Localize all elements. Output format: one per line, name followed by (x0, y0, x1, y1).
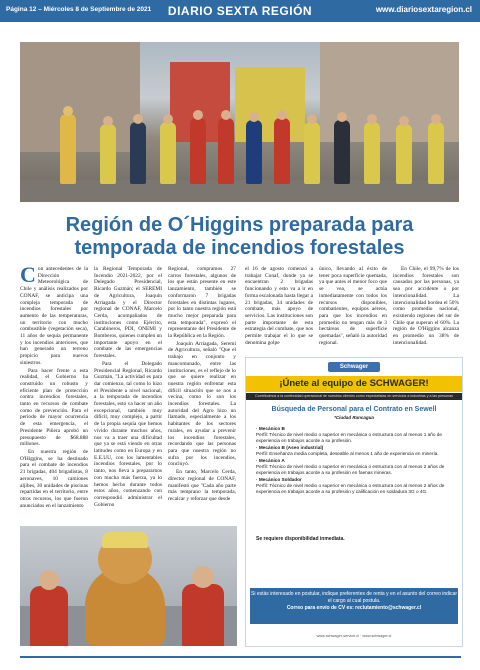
paragraph: la Regional Temporada de Incendio 2021-2022, por el Delegado Presidencial, Ricardo Guzmán; el SEREMI de Agricultura, Joaquín Arriagada y el Director regional de CONAF, Marcelo Cerda, acompañados de instituciones como Ejército, Carabineros, PDI, ONEMI y Bomberos, quienes cumplen un importante apoyo en el combate de las emergencias forestales. (94, 266, 162, 360)
paragraph: el 16 de agosto comenzó a trabajar Conaf, donde ya se encuentran 2 brigadas funcionando y esto va a ir en forma escalonada hasta llegar a 21 brigadas, 34 unidades de combate, más apoyo de servicios. Las instituciones son parte importante de esta estrategia del combate, que nos permite trabajar el lo que se denomina golpe (245, 266, 313, 346)
ad-tagline: Contribuimos a la continuidad operacional de nuestros clientes como especialistas en servicios a industrias y a las personas (246, 393, 462, 400)
role-description: Perfil: Técnico de nivel medio o superior en mecánica o estructura con al menos 2 años de experiencia en trabajos acorde a su profesión y calificación en soldadura 3G o 4G. (256, 483, 445, 494)
ad-footer[interactable]: www.schwager-service.cl · www.schwager.cl (316, 634, 392, 638)
article-column-1 (20, 266, 88, 518)
contact-box (250, 588, 458, 624)
article-column-4 (245, 266, 313, 352)
paragraph: único, llevando al éxito de tener poca superficie quemada, ya que antes el menor foco que se vea, se actúa inmediatamente con todos los recursos disponibles, combatientes, equipos aéreos, para que los incendios en promedio no tengan más de 3 hectáreas de superficie quemadas", señaló la autoridad regional. (319, 266, 387, 346)
page-bottom-rule (20, 656, 461, 658)
paragraph: En nuestra región de O'Higgins, se ha destinado para el combate de incendios 21 brigadas, 404 brigadistas, 8 aeronaves, 10 camiones aljibes, 30 unidades de piscinas repartidas en el territorio, entre otros recursos, los que fueron anunciados en el lanzamiento (20, 448, 88, 509)
job-advertisement (245, 357, 463, 647)
paragraph: Para hacer frente a esta realidad, el Gobierno ha construido un robusto y eficiente plan de protección contra incendios forestales, tanto en recursos de combate como de prevención. Para el período de mayor ocurrencia de esta emergencia, el Presidente Piñera aprobó un presupuesto de $68.888 millones. (20, 367, 88, 448)
paragraph: on antecedentes de la Dirección Meteorológica de Chile y análisis realizados por CONAF, se anticipa una compleja temporada de incendios forestales por aumento de las temperaturas, un territorio con mucho combustible (vegetación seca), 11 años de sequía permanente y los incendios anteriores, que han generado un terreno propicio para nuevos siniestros. (20, 266, 88, 366)
drop-cap: C (20, 266, 36, 287)
role-description: Perfil: Técnico de nivel medio o superior en mecánica o estructura con al menos 2 años de experiencia en trabajos acorde a su profesión en faenas mineras. (256, 464, 445, 475)
company-logo: Schwager (328, 362, 380, 372)
article-headline (20, 214, 459, 260)
paragraph: En tanto, Marcelo Cerda, director regional de CONAF, manifestó que "Cada año parte más temprano la temporada, recalcar y reforzar que desde (168, 469, 236, 502)
ad-location: *Ciudad Rancagua (334, 415, 374, 420)
headline-line-1: Región de O´Higgins preparada para (65, 214, 414, 236)
page-number: Página 12 – Miércoles 8 de Septiembre de 2021 (6, 6, 152, 13)
role-title: · Mecánico A (256, 458, 285, 463)
role-title: · Mecánico B (256, 426, 285, 431)
page-header (0, 0, 480, 22)
newspaper-name: DIARIO SEXTA REGIÓN (167, 4, 313, 18)
paragraph: En Chile, el 99,7% de los incendios forestales son causados por las personas, ya sea por accidente o por intencionalidad. La intencionalidad bordea el 50% como promedio nacional, existiendo regiones del sur de Chile que superan el 60%. La región de O'Higgins alcanza en promedio un 38% de intencionalidad. (393, 266, 459, 346)
headline-line-2: temporada de incendios forestales (74, 237, 405, 259)
site-url[interactable]: www.diariosextaregion.cl (375, 5, 472, 14)
article-column-3 (168, 266, 236, 518)
role-description: Perfil: Técnico de nivel medio o superior en mecánica o estructura con al menos 1 año de experiencia en trabajos acorde a su profesión. (256, 432, 442, 443)
ad-headline: ¡Únete al equipo de SCHWAGER! (246, 376, 462, 392)
role-description: Perfil: Enseñanza media completa, deseable al menos 1 año de experiencia en minería. (256, 451, 439, 456)
article-column-5 (319, 266, 387, 352)
job-requirements (256, 425, 456, 495)
article-column-2 (94, 266, 162, 518)
paragraph: Regional, compramos 27 carros forestales, algunos de los que están presente en este lanzamiento, también se conformaron 7 brigadas forestales en distintas lugares, por lo tanto nuestra región está mucho mejor preparada para esta temporada", expresó el representante del Presidente de la República en la Región. (168, 266, 236, 340)
paragraph: Para el Delegado Presidencial Regional, Ricardo Guzmán, "La actividad es para dar comienzo, tal como lo hizo el Presidente a nivel nacional, a la temporada de incendios forestales, esto va hacer un año excepcional, también muy difícil, muy complejo, a partir de la propia sequía que hemos vivido durante muchos años, nos va a traer una dificultad que ya se está viendo en otras latitudes como en Europa y en E.E.UU, con los lamentables incendios forestales, por lo tanto, nos lleva a prepararnos con mucha más fuerza, ya lo hemos hecho durante todos estos años, comenzando con correspondió administrar el Gobierno (94, 360, 162, 508)
lead-photo (20, 42, 459, 202)
role-title: · Mecánico Soldador (256, 477, 302, 482)
article-column-6 (393, 266, 459, 352)
contact-instructions: Si estás interesado en postular, indique preferentes de renta y en el asunto del correo indicar el cargo al cual postula. (251, 591, 457, 604)
availability-note: Se requiere disponibilidad inmediata. (256, 536, 345, 542)
secondary-photo (20, 526, 237, 646)
role-title: · Mecánico B (Aseo industrial) (256, 445, 324, 450)
ad-subtitle: Búsqueda de Personal para el Contrato en Sewell (271, 406, 437, 413)
paragraph: Joaquín Arriagada, Seremi de Agricultura, señaló "Que el trabajo en conjunto y mancomunado, entre las instituciones, es el reflejo de lo que se quiere realizar en nuestra región enfrentar esta difícil situación que se nos a vecina, como lo son los incendios forestales. La autoridad del Agro hizo un llamado, especialmente a los habitantes de los sectores rurales, en ayudar a prevenir los incendios forestales, recordando que las personas para que nuestra región no sufra por los incendios, concluyó. (168, 340, 236, 468)
contact-email[interactable]: Correo para envío de CV es: reclutamiento@schwager.cl (286, 605, 422, 611)
